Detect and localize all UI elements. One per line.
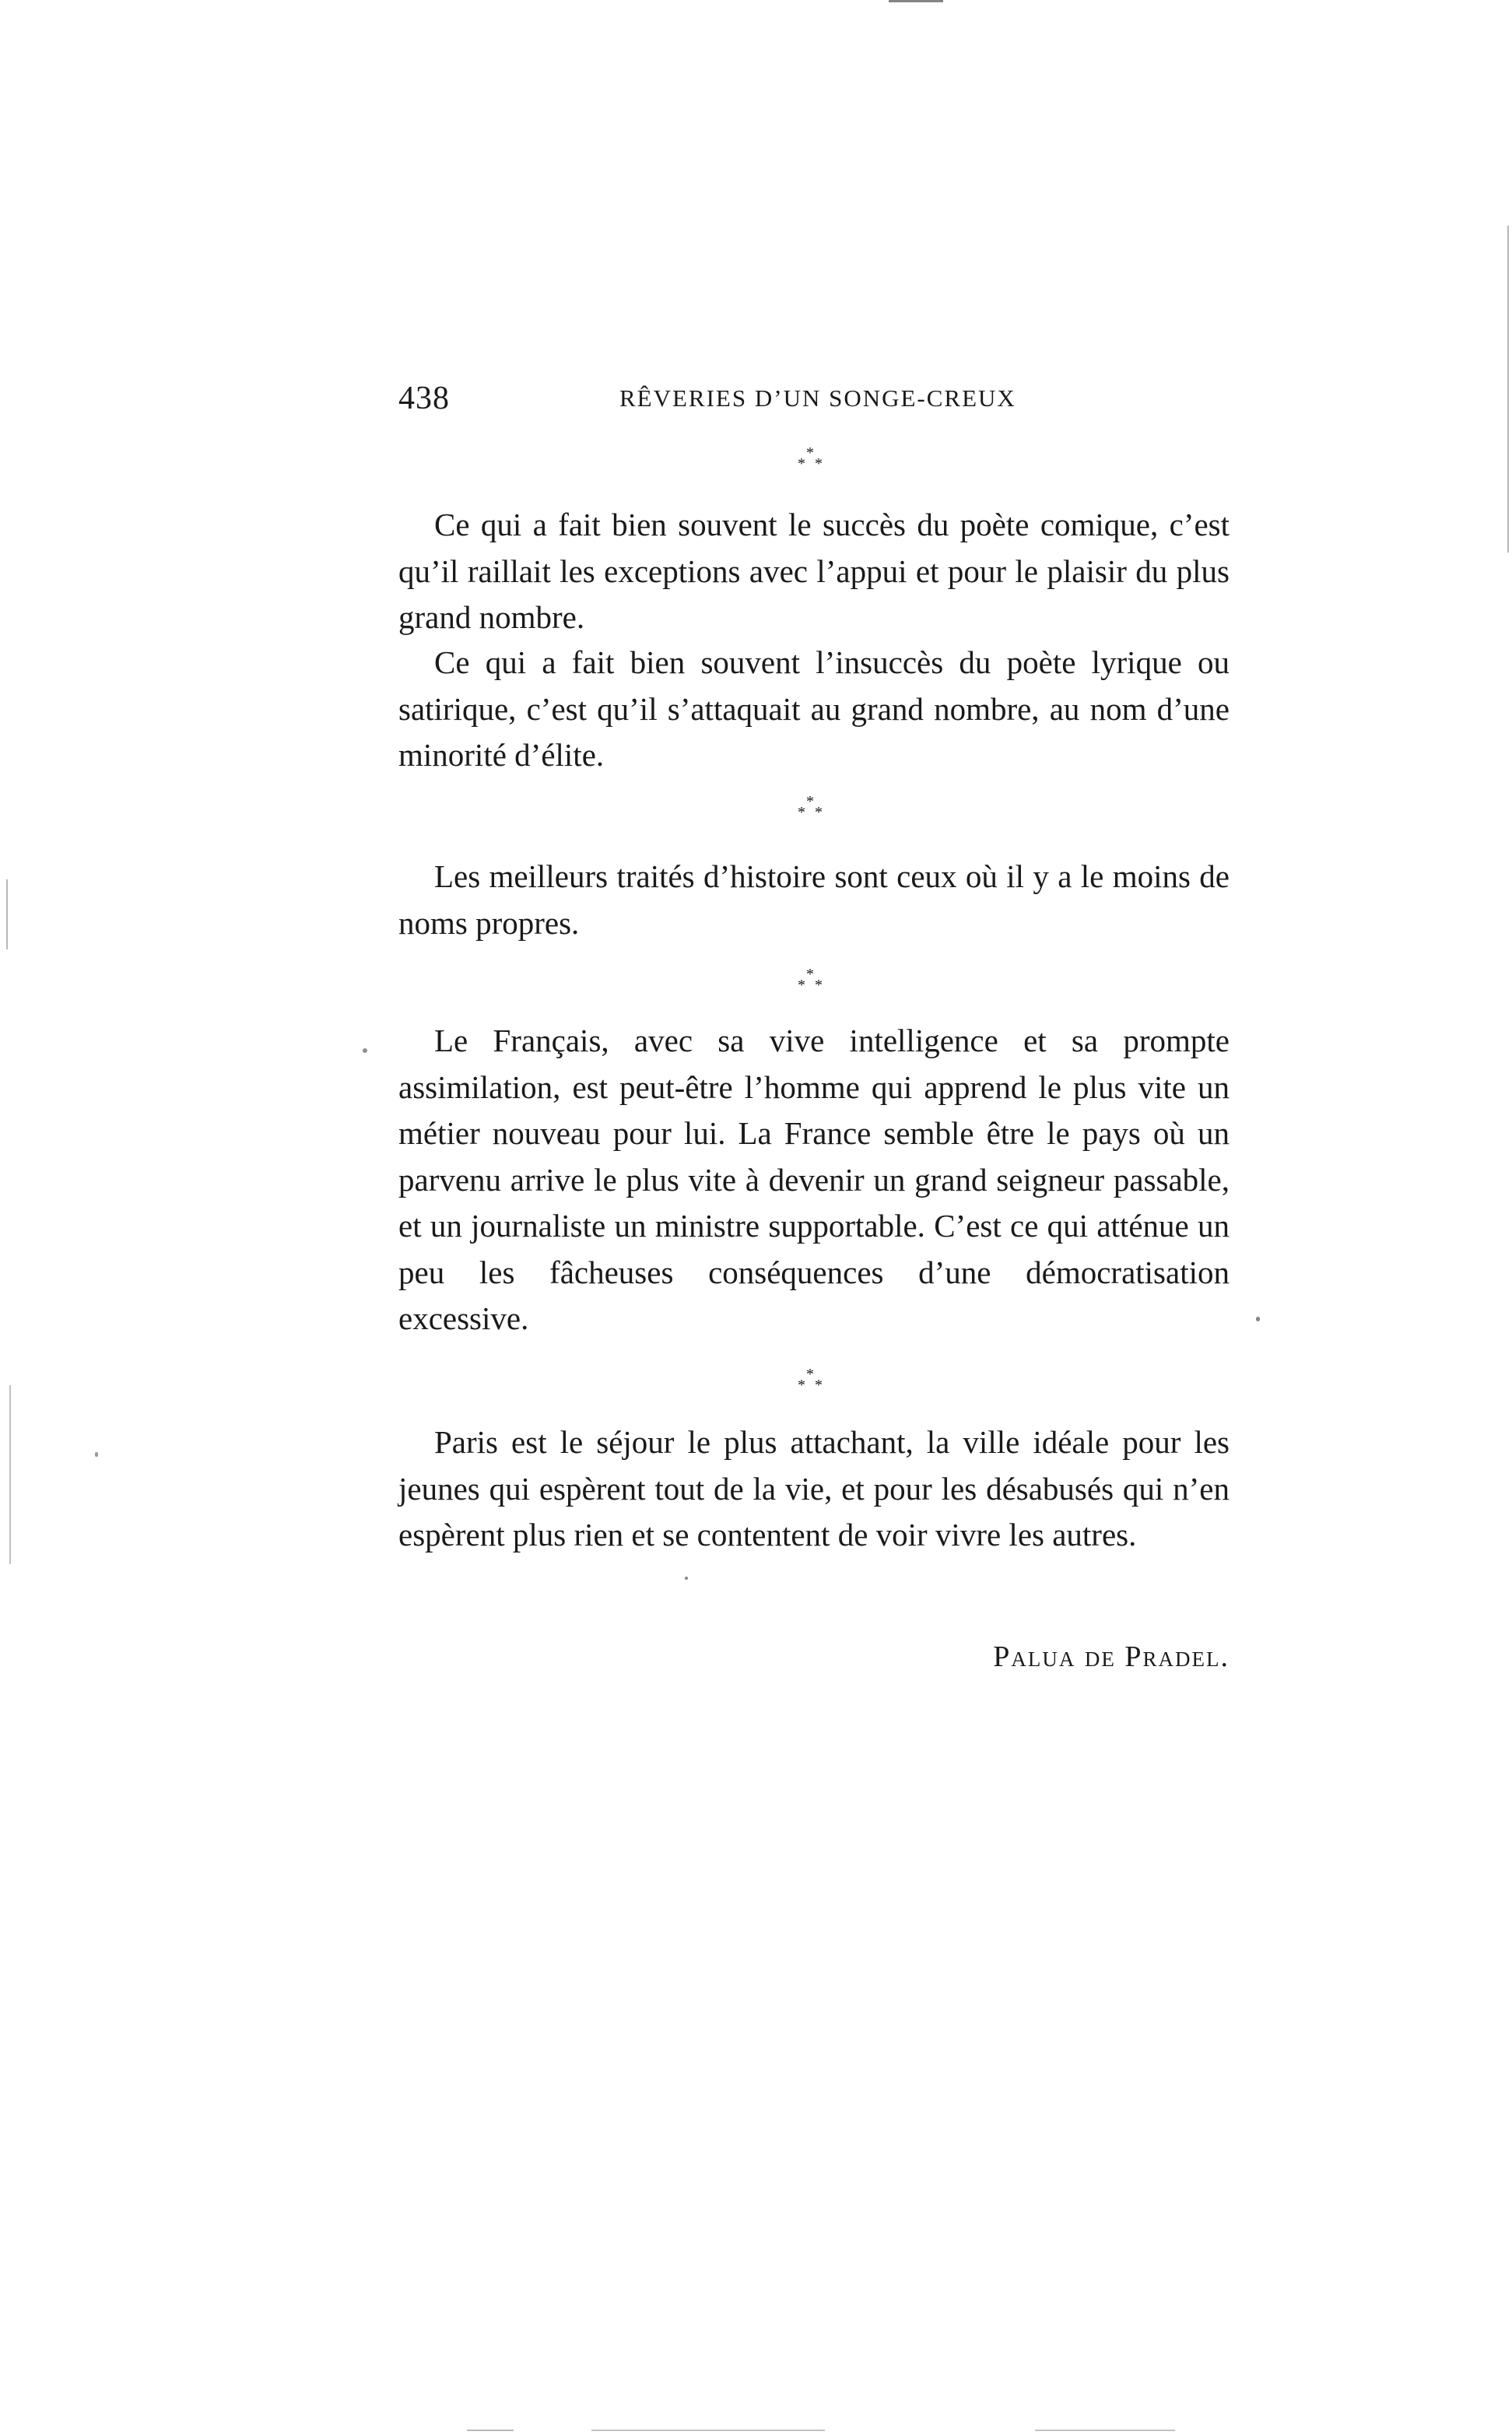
scan-artifact [95,1452,98,1457]
asterism-divider [778,445,848,476]
asterism-star: * [806,793,814,810]
scan-artifact [9,1385,11,1564]
asterism-star: * [815,455,823,472]
asterism-star: * [815,977,823,994]
paragraph-lyric-poet: Ce qui a fait bien souvent l’insuccès du poète lyrique ou satirique, c’est qu’il s’attaquait au grand nombre, au nom d’une minorité d’élite. [398,644,1230,773]
paragraph-paris: Paris est le séjour le plus attachant, la ville idéale pour les jeunes qui espèrent tout de la vie, et pour les désabusés qui n’en espèrent plus rien et se contentent de voir vivre les autres. [398,1424,1230,1553]
asterism-star: * [798,804,805,821]
scan-artifact [685,1577,688,1580]
paragraph-comic-poet: Ce qui a fait bien souvent le succès du poète comique, c’est qu’il raillait les exceptions avec l’appui et pour le plaisir du plus grand nombre. [398,507,1230,635]
asterism-divider [778,967,848,998]
scan-artifact [1256,1317,1260,1321]
asterism-star: * [806,1366,814,1383]
asterism-star: * [806,444,814,461]
running-header [398,380,1230,419]
scan-artifact [363,1048,367,1053]
paragraph-history-treatises: Les meilleurs traités d’histoire sont ceux où il y a le moins de noms propres. [398,858,1230,941]
scan-artifact [467,2430,514,2431]
scan-artifact [889,0,943,2]
asterism-star: * [798,977,805,994]
scan-artifact [591,2430,825,2431]
asterism-star: * [806,966,814,983]
asterism-star: * [798,455,805,472]
scan-artifact [1035,2430,1175,2431]
scan-artifact [1507,226,1509,553]
page-number: 438 [398,381,450,416]
running-title: RÊVERIES D’UN SONGE-CREUX [619,384,1016,412]
asterism-star: * [815,804,823,821]
asterism-star: * [815,1377,823,1394]
author-signature: Palua de Pradel. [993,1640,1230,1673]
paragraph-the-french: Le Français, avec sa vive intelligence et sa prompte assimilation, est peut-être l’homme qui apprend le plus vite un métier nouveau pour lui. La France semble être le pays où un parvenu arrive le plus vite à devenir un grand seigneur passable, et un journaliste un ministre supportable. C’est ce qui atténue un peu les fâcheuses conséquences d’une démocratisation excessive. [398,1023,1230,1336]
scan-artifact [6,879,8,949]
asterism-divider [778,794,848,825]
asterism-divider [778,1367,848,1398]
asterism-star: * [798,1377,805,1394]
